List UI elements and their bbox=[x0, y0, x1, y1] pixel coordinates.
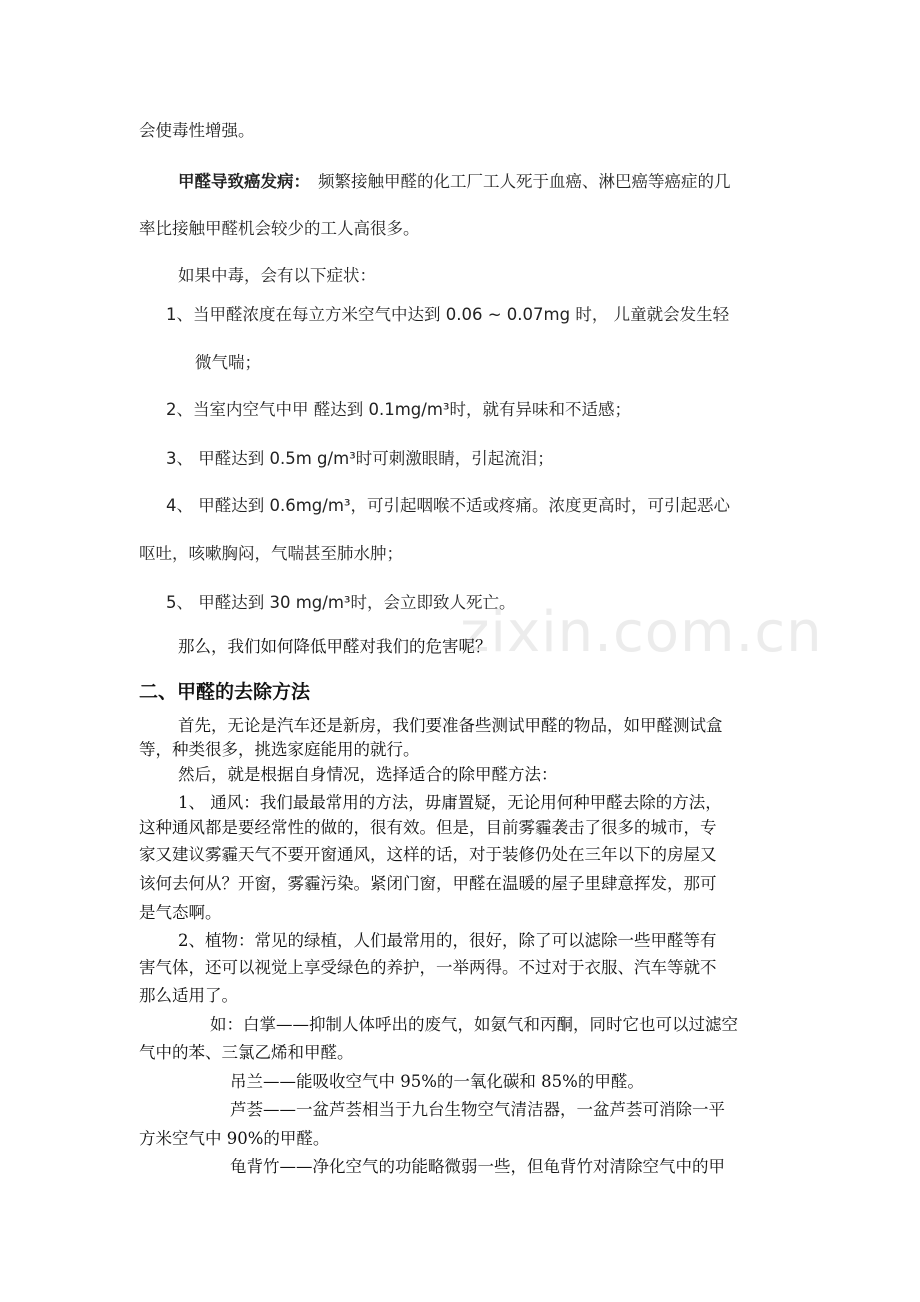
text-line: 如果中毒，会有以下症状： bbox=[178, 266, 376, 285]
plant-item: 吊兰——能吸收空气中 95%的一氧化碳和 85%的甲醛。 bbox=[230, 1072, 644, 1091]
text-line: 气中的苯、三氯乙烯和甲醛。 bbox=[139, 1043, 354, 1062]
text-line: 是气态啊。 bbox=[139, 903, 222, 922]
plant-item: 龟背竹——净化空气的功能略微弱一些，但龟背竹对清除空气中的甲 bbox=[230, 1157, 725, 1176]
watermark: zixin.com.cn bbox=[460, 600, 823, 665]
text-line: 频繁接触甲醛的化工厂工人死于血癌、淋巴癌等癌症的几 bbox=[318, 172, 731, 191]
list-item: 5、 甲醛达到 30 mg/m³时，会立即致人死亡。 bbox=[166, 593, 516, 612]
text-line: 这种通风都是要经常性的做的，很有效。但是，目前雾霾袭击了很多的城市，专 bbox=[139, 818, 717, 837]
list-item: 2、植物：常见的绿植，人们最常用的，很好，除了可以滤除一些甲醛等有 bbox=[178, 931, 717, 950]
text-line: 然后，就是根据自身情况，选择适合的除甲醛方法： bbox=[178, 765, 558, 784]
list-item: 1、 通风：我们最最常用的方法，毋庸置疑，无论用何种甲醛去除的方法， bbox=[178, 793, 722, 812]
text-line: 该何去何从？开窗，雾霾污染。紧闭门窗，甲醛在温暖的屋子里肆意挥发，那可 bbox=[139, 874, 717, 893]
section-heading: 二、甲醛的去除方法 bbox=[139, 681, 311, 703]
text-line: 那么，我们如何降低甲醛对我们的危害呢？ bbox=[178, 637, 492, 656]
plant-item: 如：白掌——抑制人体呼出的废气，如氨气和丙酮，同时它也可以过滤空 bbox=[210, 1015, 738, 1034]
plant-item: 芦荟——一盆芦荟相当于九台生物空气清洁器，一盆芦荟可消除一平 bbox=[230, 1100, 725, 1119]
text-line: 等，种类很多，挑选家庭能用的就行。 bbox=[139, 740, 420, 759]
text-line: 首先，无论是汽车还是新房，我们要准备些测试甲醛的物品，如甲醛测试盒 bbox=[178, 716, 723, 735]
list-item-continuation: 微气喘； bbox=[195, 353, 261, 372]
list-item-continuation: 呕吐，咳嗽胸闷，气喘甚至肺水肿； bbox=[139, 544, 403, 563]
list-item: 3、 甲醛达到 0.5m g/m³时可刺激眼睛，引起流泪； bbox=[166, 449, 554, 468]
list-item: 2、当室内空气中甲 醛达到 0.1mg/m³时，就有异味和不适感； bbox=[166, 400, 632, 419]
text-line: 方米空气中 90%的甲醛。 bbox=[139, 1129, 330, 1148]
text-line: 家又建议雾霾天气不要开窗通风，这样的话，对于装修仍处在三年以下的房屋又 bbox=[139, 845, 717, 864]
list-item: 1、当甲醛浓度在每立方米空气中达到 0.06 ~ 0.07mg 时， 儿童就会发生轻 bbox=[166, 305, 730, 324]
text-line: 率比接触甲醛机会较少的工人高很多。 bbox=[139, 219, 420, 238]
list-item: 4、 甲醛达到 0.6mg/m³，可引起咽喉不适或疼痛。浓度更高时，可引起恶心 bbox=[166, 496, 731, 515]
text-line: 会使毒性增强。 bbox=[139, 121, 255, 140]
subheading-cancer: 甲醛导致癌发病： bbox=[178, 172, 310, 191]
text-line: 害气体，还可以视觉上享受绿色的养护，一举两得。不过对于衣服、汽车等就不 bbox=[139, 958, 717, 977]
text-line: 那么适用了。 bbox=[139, 986, 238, 1005]
